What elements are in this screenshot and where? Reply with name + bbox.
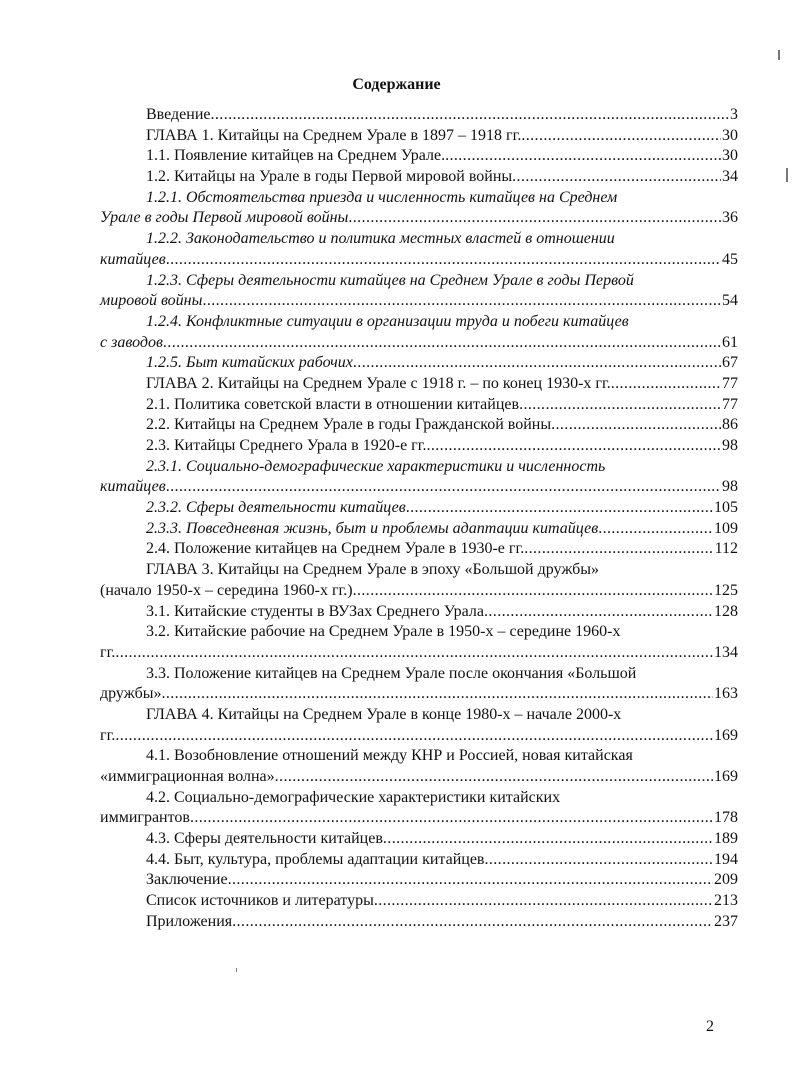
toc-entry[interactable] xyxy=(100,830,738,851)
toc-entry[interactable] xyxy=(100,354,738,375)
toc-entry[interactable] xyxy=(100,747,738,788)
toc-entry-page: 125 xyxy=(714,581,738,599)
toc-entry-title-line1: ГЛАВА 4. Китайцы на Среднем Урале в конце 1980-х – начале 2000-х xyxy=(146,705,622,723)
toc-entry-page: 128 xyxy=(714,602,738,620)
toc-entry-page: 105 xyxy=(714,499,738,517)
toc-entry-title: Введение xyxy=(146,106,211,123)
toc-entry[interactable] xyxy=(100,540,738,561)
toc-entry[interactable] xyxy=(100,892,738,913)
toc-entry-title: Заключение xyxy=(146,871,228,889)
leader-dots xyxy=(353,354,721,372)
toc-entry-page: 34 xyxy=(722,168,738,186)
toc-entry-title-line1: 1.2.2. Законодательство и политика местных властей в отношении xyxy=(146,230,615,248)
toc-entry[interactable] xyxy=(100,106,738,127)
toc-entry-page: 45 xyxy=(722,250,738,268)
leader-dots xyxy=(161,685,713,703)
toc-entry-title-line2: гг. xyxy=(100,726,116,744)
toc-entry-page: 98 xyxy=(722,437,738,454)
scan-speck xyxy=(778,50,780,60)
toc-entry[interactable] xyxy=(100,913,738,934)
toc-entry-title: 2.2. Китайцы на Среднем Урале в годы Гражданской войны xyxy=(146,416,552,434)
toc-entry-title-line2: (начало 1950-х – середина 1960-х гг.) xyxy=(100,581,353,599)
page-title: Содержание xyxy=(352,76,441,93)
toc-entry-title: 1.1. Появление китайцев на Среднем Урале. xyxy=(146,147,446,165)
page-number: 2 xyxy=(706,1018,714,1035)
toc-entry[interactable] xyxy=(100,272,738,313)
leader-dots xyxy=(228,871,713,889)
leader-dots xyxy=(445,147,721,165)
leader-dots xyxy=(551,416,721,434)
toc-entry-page: 112 xyxy=(714,540,738,558)
toc-entry-title: ГЛАВА 2. Китайцы на Среднем Урале с 1918 г. – по конец 1930-х гг. xyxy=(146,374,611,392)
toc-entry-title-line1: 1.2.4. Конфликтные ситуации в организации труда и побеги китайцев xyxy=(146,312,629,330)
toc-entry-page: 54 xyxy=(722,292,738,310)
toc-entry-page: 178 xyxy=(714,809,738,827)
leader-dots xyxy=(232,913,713,931)
toc-entry[interactable] xyxy=(100,561,738,602)
leader-dots xyxy=(353,582,713,600)
toc-entry-page: 77 xyxy=(722,374,738,392)
toc-entry-page: 30 xyxy=(722,126,738,144)
leader-dots xyxy=(426,437,721,455)
toc-entry-title-line1: 3.3. Положение китайцев на Среднем Урале после окончания «Большой xyxy=(146,664,637,682)
leader-dots xyxy=(190,809,713,827)
leader-dots xyxy=(519,396,721,414)
toc-entry-title: 2.3.3. Повседневная жизнь, быт и проблемы адаптации китайцев xyxy=(146,519,599,537)
leader-dots xyxy=(383,830,713,848)
toc-entry-title-line1: 1.2.3. Сферы деятельности китайцев на Среднем Урале в годы Первой xyxy=(146,271,634,289)
toc-entry-page: 194 xyxy=(714,850,738,868)
toc-entry-title: 1.2. Китайцы на Урале в годы Первой мировой войны xyxy=(146,168,513,186)
toc-entry-title-line2: «иммиграционная волна» xyxy=(100,768,275,785)
toc-entry-page: 237 xyxy=(714,912,738,930)
toc-entry-title-line2: дружбы» xyxy=(100,685,162,703)
scan-speck xyxy=(786,168,788,182)
toc-entry-title: 2.1. Политика советской власти в отношении китайцев xyxy=(146,395,520,413)
leader-dots xyxy=(275,768,713,786)
leader-dots xyxy=(406,499,713,517)
leader-dots xyxy=(348,209,721,227)
toc-entry[interactable] xyxy=(100,458,738,499)
toc-entry-page: 77 xyxy=(722,395,738,413)
toc-entry[interactable] xyxy=(100,871,738,892)
toc-entry-page: 109 xyxy=(714,519,738,537)
toc-entry[interactable] xyxy=(100,375,738,396)
toc-entry[interactable] xyxy=(100,520,738,541)
toc-entry-title-line2: с заводов xyxy=(100,333,163,351)
toc-entry-page: 98 xyxy=(722,478,738,496)
toc-entry[interactable] xyxy=(100,147,738,168)
leader-dots xyxy=(115,727,713,745)
leader-dots xyxy=(512,168,721,186)
leader-dots xyxy=(374,892,713,910)
toc-entry-title: 1.2.5. Быт китайских рабочих xyxy=(146,354,353,372)
leader-dots xyxy=(166,478,721,496)
toc-entry-page: 169 xyxy=(714,726,738,744)
leader-dots xyxy=(211,106,730,124)
table-of-contents xyxy=(100,106,738,934)
toc-entry-page: 3 xyxy=(730,106,738,123)
toc-entry[interactable] xyxy=(100,168,738,189)
toc-entry[interactable] xyxy=(100,313,738,354)
toc-entry-page: 169 xyxy=(714,768,738,785)
leader-dots xyxy=(598,520,713,538)
toc-entry[interactable] xyxy=(100,189,738,230)
toc-entry-title: 3.1. Китайские студенты в ВУЗах Среднего Урала xyxy=(146,602,484,620)
leader-dots xyxy=(521,127,721,145)
toc-entry-title: 2.4. Положение китайцев на Среднем Урале в 1930-е гг. xyxy=(146,540,525,558)
toc-entry[interactable] xyxy=(100,623,738,664)
leader-dots xyxy=(524,540,713,558)
toc-entry-page: 67 xyxy=(722,354,738,372)
leader-dots xyxy=(166,251,721,269)
toc-entry-title-line1: 1.2.1. Обстоятельства приезда и численность китайцев на Среднем xyxy=(146,188,618,206)
toc-entry[interactable] xyxy=(100,127,738,148)
toc-entry[interactable] xyxy=(100,789,738,830)
leader-dots xyxy=(611,375,721,393)
toc-entry-title: Список источников и литературы xyxy=(146,892,374,910)
toc-entry-title: 4.4. Быт, культура, проблемы адаптации китайцев xyxy=(146,850,485,868)
toc-entry-title: 2.3.2. Сферы деятельности китайцев xyxy=(146,499,406,517)
toc-entry[interactable] xyxy=(100,437,738,458)
toc-entry[interactable] xyxy=(100,499,738,520)
leader-dots xyxy=(115,644,713,662)
toc-entry-page: 213 xyxy=(714,892,738,910)
toc-entry-page: 30 xyxy=(722,147,738,165)
toc-entry-title-line2: китайцев xyxy=(100,250,166,268)
leader-dots xyxy=(484,603,713,621)
toc-entry-title-line2: мировой войны xyxy=(100,292,203,310)
toc-entry-title: 4.3. Сферы деятельности китайцев xyxy=(146,830,383,848)
toc-entry-page: 134 xyxy=(714,643,738,661)
toc-entry-title-line1: 4.2. Социально-демографические характеристики китайских xyxy=(146,788,561,806)
scan-speck xyxy=(236,968,237,972)
toc-entry-title-line1: 4.1. Возобновление отношений между КНР и Россией, новая китайская xyxy=(146,747,633,765)
leader-dots xyxy=(484,851,713,869)
toc-entry-page: 209 xyxy=(714,871,738,889)
toc-entry-title-line1: 3.2. Китайские рабочие на Среднем Урале в 1950-х – середине 1960-х xyxy=(146,623,621,641)
toc-entry-title-line1: 2.3.1. Социально-демографические характеристики и численность xyxy=(146,457,606,475)
toc-entry[interactable] xyxy=(100,416,738,437)
toc-entry[interactable] xyxy=(100,230,738,271)
leader-dots xyxy=(202,292,721,310)
leader-dots xyxy=(163,334,721,352)
toc-entry-title: ГЛАВА 1. Китайцы на Среднем Урале в 1897 – 1918 гг. xyxy=(146,126,522,144)
toc-entry[interactable] xyxy=(100,706,738,747)
toc-entry[interactable] xyxy=(100,396,738,417)
toc-entry-page: 36 xyxy=(722,209,738,227)
toc-entry[interactable] xyxy=(100,665,738,706)
toc-entry-page: 86 xyxy=(722,416,738,434)
toc-entry-title-line2: гг. xyxy=(100,643,116,661)
toc-entry[interactable] xyxy=(100,603,738,624)
toc-entry-title-line2: Урале в годы Первой мировой войны xyxy=(100,209,349,227)
toc-entry-page: 189 xyxy=(714,830,738,848)
toc-entry-title: 2.3. Китайцы Среднего Урала в 1920-е гг. xyxy=(146,437,427,454)
toc-entry-title-line1: ГЛАВА 3. Китайцы на Среднем Урале в эпоху «Большой дружбы» xyxy=(146,561,600,579)
toc-entry-page: 61 xyxy=(722,333,738,351)
toc-entry[interactable] xyxy=(100,851,738,872)
toc-entry-page: 163 xyxy=(714,685,738,703)
toc-entry-title: Приложения xyxy=(146,912,233,930)
toc-entry-title-line2: иммигрантов xyxy=(100,809,190,827)
toc-entry-title-line2: китайцев xyxy=(100,478,166,496)
